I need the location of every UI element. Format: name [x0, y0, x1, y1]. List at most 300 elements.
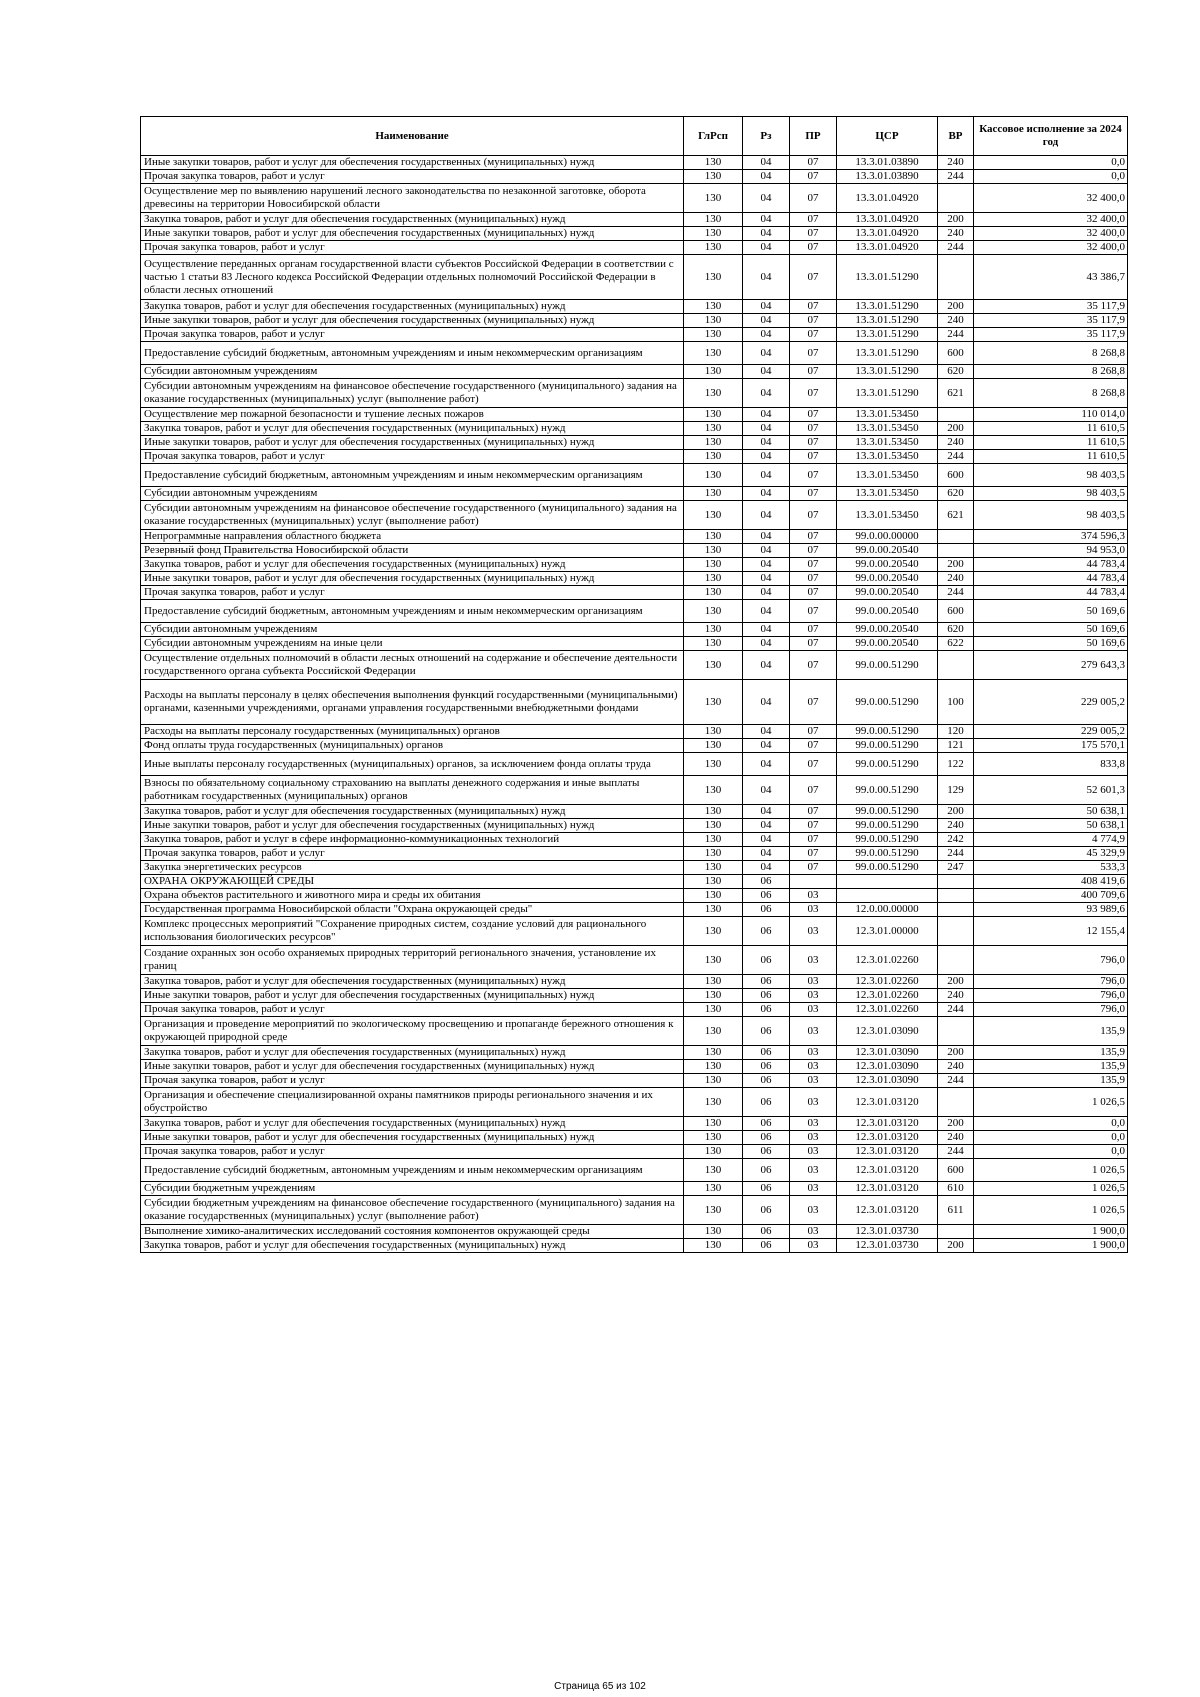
cell-name: Организация и проведение мероприятий по экологическому просвещению и пропаганде бережного отношения к окружающей природной среде	[141, 1017, 684, 1046]
cell-name: Иные закупки товаров, работ и услуг для обеспечения государственных (муниципальных) нужд	[141, 314, 684, 328]
cell-amount: 94 953,0	[974, 544, 1128, 558]
cell-name: Расходы на выплаты персоналу государственных (муниципальных) органов	[141, 725, 684, 739]
cell-pr: 03	[790, 1003, 837, 1017]
cell-name: Осуществление мер пожарной безопасности и тушение лесных пожаров	[141, 408, 684, 422]
cell-amount: 175 570,1	[974, 739, 1128, 753]
cell-vr: 244	[938, 1145, 974, 1159]
cell-vr: 244	[938, 1074, 974, 1088]
cell-pr: 07	[790, 227, 837, 241]
cell-vr: 240	[938, 989, 974, 1003]
cell-vr	[938, 1225, 974, 1239]
cell-rz: 04	[743, 365, 790, 379]
cell-grs: 130	[684, 1159, 743, 1182]
cell-amount: 0,0	[974, 156, 1128, 170]
cell-amount: 796,0	[974, 946, 1128, 975]
cell-amount: 374 596,3	[974, 530, 1128, 544]
cell-csr: 99.0.00.51290	[837, 833, 938, 847]
cell-grs: 130	[684, 739, 743, 753]
cell-grs: 130	[684, 1088, 743, 1117]
cell-csr: 13.3.01.53450	[837, 487, 938, 501]
cell-vr: 600	[938, 342, 974, 365]
cell-vr: 200	[938, 422, 974, 436]
cell-rz: 04	[743, 753, 790, 776]
cell-grs: 130	[684, 1182, 743, 1196]
cell-vr: 621	[938, 501, 974, 530]
cell-name: Прочая закупка товаров, работ и услуг	[141, 1003, 684, 1017]
cell-vr: 244	[938, 241, 974, 255]
col-header-rz: Рз	[743, 117, 790, 156]
cell-amount: 135,9	[974, 1074, 1128, 1088]
cell-name: Взносы по обязательному социальному страхованию на выплаты денежного содержания и иные выплаты работникам государственных (муниципальных) органов	[141, 776, 684, 805]
cell-vr: 620	[938, 487, 974, 501]
cell-rz: 04	[743, 300, 790, 314]
cell-pr: 07	[790, 379, 837, 408]
cell-vr: 200	[938, 1239, 974, 1253]
cell-rz: 04	[743, 586, 790, 600]
table-row	[141, 1131, 1128, 1145]
cell-amount: 8 268,8	[974, 365, 1128, 379]
cell-name: Прочая закупка товаров, работ и услуг	[141, 1074, 684, 1088]
cell-amount: 110 014,0	[974, 408, 1128, 422]
cell-name: Прочая закупка товаров, работ и услуг	[141, 847, 684, 861]
cell-amount: 0,0	[974, 1145, 1128, 1159]
cell-rz: 04	[743, 170, 790, 184]
cell-vr: 200	[938, 558, 974, 572]
cell-rz: 04	[743, 600, 790, 623]
cell-amount: 11 610,5	[974, 450, 1128, 464]
cell-pr: 03	[790, 1225, 837, 1239]
cell-rz: 04	[743, 651, 790, 680]
cell-csr: 99.0.00.51290	[837, 819, 938, 833]
cell-amount: 533,3	[974, 861, 1128, 875]
table-row	[141, 875, 1128, 889]
cell-rz: 04	[743, 487, 790, 501]
cell-vr	[938, 544, 974, 558]
cell-vr: 121	[938, 739, 974, 753]
cell-pr: 07	[790, 739, 837, 753]
cell-rz: 06	[743, 1131, 790, 1145]
cell-amount: 8 268,8	[974, 379, 1128, 408]
table-body	[141, 156, 1128, 1253]
cell-grs: 130	[684, 1131, 743, 1145]
cell-name: Закупка товаров, работ и услуг в сфере информационно-коммуникационных технологий	[141, 833, 684, 847]
cell-vr: 240	[938, 314, 974, 328]
cell-amount: 98 403,5	[974, 501, 1128, 530]
table-row	[141, 637, 1128, 651]
cell-csr: 13.3.01.03890	[837, 170, 938, 184]
cell-vr: 240	[938, 1060, 974, 1074]
cell-amount: 32 400,0	[974, 241, 1128, 255]
cell-rz: 06	[743, 1088, 790, 1117]
cell-rz: 04	[743, 156, 790, 170]
table-row	[141, 572, 1128, 586]
cell-grs: 130	[684, 586, 743, 600]
cell-grs: 130	[684, 241, 743, 255]
cell-name: Субсидии бюджетным учреждениям на финансовое обеспечение государственного (муниципального) задания на оказание государственных (муниципальных) услуг (выполнение работ)	[141, 1196, 684, 1225]
cell-grs: 130	[684, 753, 743, 776]
cell-pr: 07	[790, 651, 837, 680]
cell-pr: 07	[790, 833, 837, 847]
cell-grs: 130	[684, 170, 743, 184]
cell-name: Охрана объектов растительного и животного мира и среды их обитания	[141, 889, 684, 903]
table-row	[141, 314, 1128, 328]
cell-csr: 12.3.01.03730	[837, 1239, 938, 1253]
cell-pr: 07	[790, 487, 837, 501]
cell-name: Иные закупки товаров, работ и услуг для обеспечения государственных (муниципальных) нужд	[141, 989, 684, 1003]
cell-csr: 13.3.01.51290	[837, 255, 938, 300]
cell-vr: 200	[938, 300, 974, 314]
cell-grs: 130	[684, 889, 743, 903]
cell-vr	[938, 255, 974, 300]
table-row	[141, 1117, 1128, 1131]
cell-grs: 130	[684, 917, 743, 946]
cell-csr: 99.0.00.51290	[837, 680, 938, 725]
cell-rz: 06	[743, 903, 790, 917]
cell-vr: 611	[938, 1196, 974, 1225]
cell-grs: 130	[684, 436, 743, 450]
cell-vr: 620	[938, 365, 974, 379]
cell-name: Комплекс процессных мероприятий "Сохранение природных систем, создание условий для рационального использования биологических ресурсов"	[141, 917, 684, 946]
cell-grs: 130	[684, 487, 743, 501]
cell-grs: 130	[684, 805, 743, 819]
cell-amount: 93 989,6	[974, 903, 1128, 917]
cell-name: Предоставление субсидий бюджетным, автономным учреждениям и иным некоммерческим организациям	[141, 464, 684, 487]
cell-grs: 130	[684, 300, 743, 314]
cell-rz: 04	[743, 572, 790, 586]
cell-name: Предоставление субсидий бюджетным, автономным учреждениям и иным некоммерческим организациям	[141, 342, 684, 365]
table-row	[141, 903, 1128, 917]
cell-pr: 03	[790, 903, 837, 917]
cell-rz: 06	[743, 1060, 790, 1074]
cell-csr	[837, 889, 938, 903]
cell-pr: 03	[790, 1159, 837, 1182]
cell-name: Закупка товаров, работ и услуг для обеспечения государственных (муниципальных) нужд	[141, 558, 684, 572]
cell-csr: 99.0.00.51290	[837, 847, 938, 861]
cell-csr: 13.3.01.53450	[837, 450, 938, 464]
cell-pr: 07	[790, 422, 837, 436]
cell-name: Предоставление субсидий бюджетным, автономным учреждениям и иным некоммерческим организациям	[141, 1159, 684, 1182]
cell-vr: 240	[938, 227, 974, 241]
table-row	[141, 1088, 1128, 1117]
cell-rz: 04	[743, 833, 790, 847]
cell-csr: 99.0.00.20540	[837, 572, 938, 586]
cell-vr: 244	[938, 450, 974, 464]
cell-pr: 07	[790, 637, 837, 651]
cell-csr: 13.3.01.51290	[837, 342, 938, 365]
cell-pr: 07	[790, 623, 837, 637]
cell-amount: 1 026,5	[974, 1196, 1128, 1225]
cell-vr	[938, 1088, 974, 1117]
cell-amount: 32 400,0	[974, 184, 1128, 213]
cell-grs: 130	[684, 328, 743, 342]
cell-csr: 99.0.00.00000	[837, 530, 938, 544]
cell-rz: 04	[743, 241, 790, 255]
cell-name: Прочая закупка товаров, работ и услуг	[141, 241, 684, 255]
cell-csr: 13.3.01.51290	[837, 379, 938, 408]
cell-vr: 247	[938, 861, 974, 875]
cell-csr: 12.3.01.03120	[837, 1117, 938, 1131]
table-row	[141, 1017, 1128, 1046]
table-row	[141, 861, 1128, 875]
table-row	[141, 241, 1128, 255]
cell-rz: 06	[743, 1003, 790, 1017]
cell-pr: 03	[790, 1145, 837, 1159]
cell-grs: 130	[684, 342, 743, 365]
cell-rz: 06	[743, 1196, 790, 1225]
cell-grs: 130	[684, 651, 743, 680]
cell-rz: 04	[743, 408, 790, 422]
cell-pr: 07	[790, 184, 837, 213]
cell-grs: 130	[684, 875, 743, 889]
cell-vr: 244	[938, 1003, 974, 1017]
cell-grs: 130	[684, 501, 743, 530]
table-row	[141, 558, 1128, 572]
table-row	[141, 819, 1128, 833]
cell-amount: 0,0	[974, 1117, 1128, 1131]
cell-csr: 99.0.00.51290	[837, 651, 938, 680]
cell-amount: 44 783,4	[974, 572, 1128, 586]
cell-vr: 244	[938, 170, 974, 184]
cell-grs: 130	[684, 184, 743, 213]
col-header-grs: ГлРсп	[684, 117, 743, 156]
cell-pr: 07	[790, 156, 837, 170]
cell-csr: 12.3.01.03730	[837, 1225, 938, 1239]
cell-rz: 06	[743, 1159, 790, 1182]
cell-rz: 04	[743, 861, 790, 875]
cell-grs: 130	[684, 558, 743, 572]
cell-rz: 06	[743, 875, 790, 889]
cell-csr: 12.0.00.00000	[837, 903, 938, 917]
cell-grs: 130	[684, 314, 743, 328]
cell-amount: 11 610,5	[974, 436, 1128, 450]
table-row	[141, 1145, 1128, 1159]
cell-csr: 13.3.01.04920	[837, 213, 938, 227]
cell-name: Иные закупки товаров, работ и услуг для обеспечения государственных (муниципальных) нужд	[141, 1060, 684, 1074]
cell-amount: 796,0	[974, 989, 1128, 1003]
cell-amount: 44 783,4	[974, 586, 1128, 600]
cell-pr: 07	[790, 861, 837, 875]
cell-amount: 35 117,9	[974, 328, 1128, 342]
cell-csr: 13.3.01.53450	[837, 464, 938, 487]
cell-vr	[938, 917, 974, 946]
cell-name: Прочая закупка товаров, работ и услуг	[141, 1145, 684, 1159]
cell-amount: 12 155,4	[974, 917, 1128, 946]
cell-amount: 8 268,8	[974, 342, 1128, 365]
cell-csr: 12.3.01.03120	[837, 1131, 938, 1145]
cell-grs: 130	[684, 1074, 743, 1088]
cell-amount: 11 610,5	[974, 422, 1128, 436]
cell-rz: 06	[743, 1117, 790, 1131]
cell-grs: 130	[684, 600, 743, 623]
cell-rz: 04	[743, 776, 790, 805]
cell-csr: 12.3.01.02260	[837, 946, 938, 975]
cell-vr: 244	[938, 328, 974, 342]
cell-csr: 99.0.00.20540	[837, 558, 938, 572]
cell-rz: 04	[743, 255, 790, 300]
cell-amount: 35 117,9	[974, 314, 1128, 328]
cell-pr: 07	[790, 819, 837, 833]
cell-amount: 1 026,5	[974, 1159, 1128, 1182]
cell-rz: 04	[743, 184, 790, 213]
cell-amount: 1 026,5	[974, 1182, 1128, 1196]
table-row	[141, 1003, 1128, 1017]
cell-grs: 130	[684, 408, 743, 422]
cell-grs: 130	[684, 1145, 743, 1159]
cell-rz: 04	[743, 805, 790, 819]
cell-csr: 99.0.00.51290	[837, 739, 938, 753]
table-row	[141, 946, 1128, 975]
cell-csr: 12.3.01.03120	[837, 1182, 938, 1196]
cell-pr: 03	[790, 1131, 837, 1145]
cell-pr: 03	[790, 1182, 837, 1196]
cell-amount: 796,0	[974, 1003, 1128, 1017]
cell-pr: 03	[790, 1017, 837, 1046]
cell-vr: 240	[938, 819, 974, 833]
cell-grs: 130	[684, 1239, 743, 1253]
cell-pr: 07	[790, 600, 837, 623]
cell-vr: 242	[938, 833, 974, 847]
cell-vr	[938, 889, 974, 903]
table-row	[141, 501, 1128, 530]
cell-rz: 06	[743, 946, 790, 975]
cell-grs: 130	[684, 156, 743, 170]
cell-grs: 130	[684, 572, 743, 586]
cell-pr: 03	[790, 1046, 837, 1060]
cell-grs: 130	[684, 1046, 743, 1060]
cell-name: Закупка товаров, работ и услуг для обеспечения государственных (муниципальных) нужд	[141, 1046, 684, 1060]
cell-vr: 240	[938, 156, 974, 170]
cell-grs: 130	[684, 861, 743, 875]
cell-amount: 98 403,5	[974, 487, 1128, 501]
cell-rz: 04	[743, 623, 790, 637]
cell-csr: 99.0.00.51290	[837, 753, 938, 776]
table-row	[141, 1159, 1128, 1182]
cell-pr: 07	[790, 365, 837, 379]
cell-amount: 32 400,0	[974, 213, 1128, 227]
cell-name: Закупка товаров, работ и услуг для обеспечения государственных (муниципальных) нужд	[141, 805, 684, 819]
cell-name: Закупка товаров, работ и услуг для обеспечения государственных (муниципальных) нужд	[141, 1239, 684, 1253]
table-row	[141, 889, 1128, 903]
cell-pr: 07	[790, 328, 837, 342]
table-row	[141, 1196, 1128, 1225]
header-row	[141, 117, 1128, 156]
table-row	[141, 544, 1128, 558]
cell-vr: 244	[938, 586, 974, 600]
cell-rz: 04	[743, 314, 790, 328]
cell-rz: 06	[743, 1182, 790, 1196]
cell-amount: 279 643,3	[974, 651, 1128, 680]
cell-name: Субсидии автономным учреждениям	[141, 365, 684, 379]
cell-grs: 130	[684, 903, 743, 917]
cell-name: Субсидии автономным учреждениям	[141, 623, 684, 637]
cell-vr: 240	[938, 436, 974, 450]
cell-pr: 03	[790, 1060, 837, 1074]
cell-csr: 13.3.01.51290	[837, 328, 938, 342]
cell-amount: 1 900,0	[974, 1225, 1128, 1239]
cell-grs: 130	[684, 847, 743, 861]
cell-vr: 122	[938, 753, 974, 776]
cell-pr: 07	[790, 450, 837, 464]
cell-rz: 04	[743, 328, 790, 342]
cell-csr: 99.0.00.20540	[837, 586, 938, 600]
cell-rz: 06	[743, 975, 790, 989]
cell-grs: 130	[684, 1117, 743, 1131]
cell-amount: 1 026,5	[974, 1088, 1128, 1117]
cell-grs: 130	[684, 422, 743, 436]
cell-name: Иные выплаты персоналу государственных (муниципальных) органов, за исключением фонда оплаты труда	[141, 753, 684, 776]
cell-amount: 50 169,6	[974, 623, 1128, 637]
cell-vr: 620	[938, 623, 974, 637]
page-number: Страница 65 из 102	[554, 1681, 646, 1692]
cell-rz: 06	[743, 1046, 790, 1060]
cell-vr: 129	[938, 776, 974, 805]
cell-csr: 12.3.01.03120	[837, 1088, 938, 1117]
cell-pr: 03	[790, 1074, 837, 1088]
cell-pr: 07	[790, 530, 837, 544]
cell-csr: 12.3.01.03090	[837, 1060, 938, 1074]
cell-name: Фонд оплаты труда государственных (муниципальных) органов	[141, 739, 684, 753]
cell-csr: 13.3.01.53450	[837, 422, 938, 436]
cell-csr: 12.3.01.03090	[837, 1074, 938, 1088]
cell-grs: 130	[684, 464, 743, 487]
cell-name: Иные закупки товаров, работ и услуг для обеспечения государственных (муниципальных) нужд	[141, 227, 684, 241]
cell-vr: 600	[938, 464, 974, 487]
cell-name: Субсидии автономным учреждениям на финансовое обеспечение государственного (муниципального) задания на оказание государственных (муниципальных) услуг (выполнение работ)	[141, 501, 684, 530]
cell-name: Закупка товаров, работ и услуг для обеспечения государственных (муниципальных) нужд	[141, 422, 684, 436]
cell-vr: 244	[938, 847, 974, 861]
cell-name: Расходы на выплаты персоналу в целях обеспечения выполнения функций государственными (муниципальными) органами, казенными учреждениями, органами управления государственными внебюджетными фондами	[141, 680, 684, 725]
cell-rz: 04	[743, 530, 790, 544]
table-row	[141, 847, 1128, 861]
cell-amount: 45 329,9	[974, 847, 1128, 861]
table-row	[141, 422, 1128, 436]
col-header-vr: ВР	[938, 117, 974, 156]
cell-name: Прочая закупка товаров, работ и услуг	[141, 586, 684, 600]
cell-csr: 12.3.01.03090	[837, 1046, 938, 1060]
cell-amount: 0,0	[974, 1131, 1128, 1145]
cell-pr: 03	[790, 975, 837, 989]
table-row	[141, 1225, 1128, 1239]
cell-amount: 50 169,6	[974, 600, 1128, 623]
table-row	[141, 487, 1128, 501]
table-row	[141, 365, 1128, 379]
cell-amount: 135,9	[974, 1060, 1128, 1074]
table-row	[141, 464, 1128, 487]
cell-name: Иные закупки товаров, работ и услуг для обеспечения государственных (муниципальных) нужд	[141, 436, 684, 450]
cell-csr: 12.3.01.02260	[837, 975, 938, 989]
cell-csr: 99.0.00.51290	[837, 776, 938, 805]
cell-rz: 06	[743, 917, 790, 946]
cell-pr: 03	[790, 889, 837, 903]
cell-amount: 400 709,6	[974, 889, 1128, 903]
cell-grs: 130	[684, 680, 743, 725]
cell-vr: 610	[938, 1182, 974, 1196]
cell-vr	[938, 946, 974, 975]
cell-amount: 35 117,9	[974, 300, 1128, 314]
cell-vr: 600	[938, 1159, 974, 1182]
cell-pr: 03	[790, 946, 837, 975]
cell-amount: 229 005,2	[974, 725, 1128, 739]
cell-rz: 06	[743, 989, 790, 1003]
cell-csr: 99.0.00.20540	[837, 623, 938, 637]
cell-name: Закупка товаров, работ и услуг для обеспечения государственных (муниципальных) нужд	[141, 213, 684, 227]
table-row	[141, 600, 1128, 623]
table-row	[141, 1182, 1128, 1196]
cell-pr: 07	[790, 464, 837, 487]
cell-grs: 130	[684, 227, 743, 241]
cell-grs: 130	[684, 623, 743, 637]
cell-grs: 130	[684, 946, 743, 975]
